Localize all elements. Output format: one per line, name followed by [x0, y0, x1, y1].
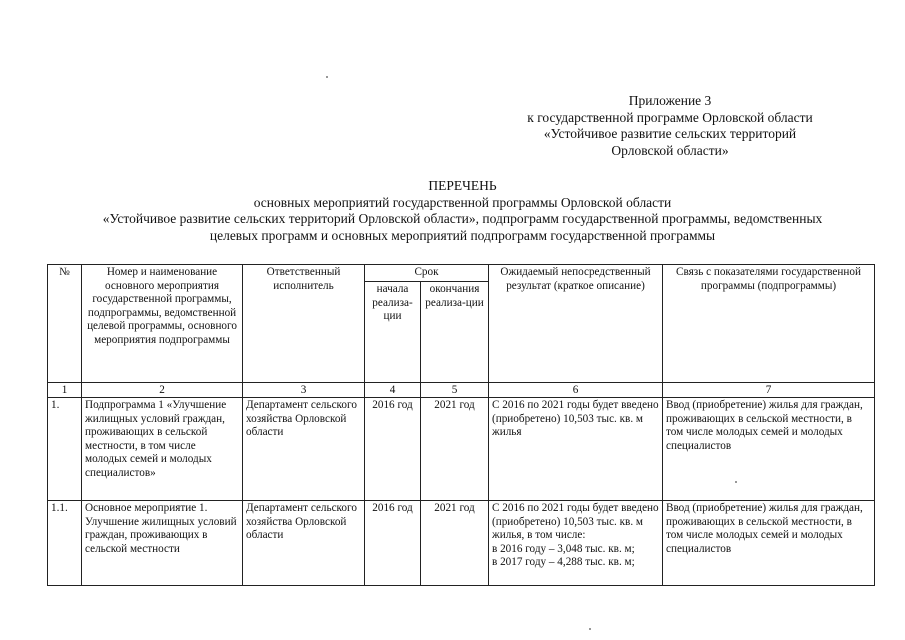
- header-end: окончания реализа-ции: [421, 282, 489, 383]
- header-result: Ожидаемый непосредственный результат (краткое описание): [489, 265, 663, 383]
- heading-line: «Устойчивое развитие сельских территорий Орловской области», подпрограмм государственной программы, ведомственных: [102, 211, 823, 226]
- column-number: 2: [82, 383, 243, 398]
- row-name: Основное мероприятие 1. Улучшение жилищных условий граждан, проживающих в сельской местности: [82, 501, 243, 586]
- table-header-row: [48, 265, 875, 282]
- appendix-line: Орловской области»: [611, 142, 729, 158]
- row-name: Подпрограмма 1 «Улучшение жилищных условий граждан, проживающих в сельской местности, в том числе молодых семей и молодых специалистов»: [82, 398, 243, 501]
- row-result-cell: [489, 501, 663, 586]
- row-executor: Департамент сельского хозяйства Орловской области: [243, 501, 365, 586]
- document-title: ПЕРЕЧЕНЬ: [428, 178, 497, 193]
- header-no: №: [48, 265, 82, 383]
- column-number-row: [48, 383, 875, 398]
- appendix-line: «Устойчивое развитие сельских территорий: [543, 126, 797, 141]
- row-result: С 2016 по 2021 годы будет введено (приобретено) 10,503 тыс. кв. м жилья: [489, 398, 663, 501]
- appendix-block: [480, 93, 860, 159]
- column-number: 4: [365, 383, 421, 398]
- table-row: [48, 501, 875, 586]
- appendix-line: к государственной программе Орловской области: [527, 109, 813, 125]
- row-link: Ввод (приобретение) жилья для граждан, проживающих в сельской местности, в том числе молодых семей и молодых специалистов: [663, 398, 875, 501]
- row-end: 2021 год: [421, 398, 489, 501]
- row-no: 1.: [48, 398, 82, 501]
- column-number: 7: [663, 383, 875, 398]
- row-executor: Департамент сельского хозяйства Орловской области: [243, 398, 365, 501]
- row-start: 2016 год: [365, 501, 421, 586]
- row-end: 2021 год: [421, 501, 489, 586]
- row-link: Ввод (приобретение) жилья для граждан, проживающих в сельской местности, в том числе молодых семей и молодых специалистов: [663, 501, 875, 586]
- table-row: [48, 398, 875, 501]
- row-result: С 2016 по 2021 годы будет введено (приобретено) 10,503 тыс. кв. м жилья, в том числе:: [492, 502, 659, 542]
- header-executor: Ответственный исполнитель: [243, 265, 365, 383]
- row-no: 1.1.: [48, 501, 82, 586]
- row-result-line: в 2017 году – 4,288 тыс. кв. м;: [492, 556, 635, 569]
- scan-speck: [326, 76, 328, 78]
- scan-speck: [735, 481, 737, 483]
- column-number: 5: [421, 383, 489, 398]
- header-link: Связь с показателями государственной программы (подпрограммы): [663, 265, 875, 383]
- document-heading: [40, 178, 885, 244]
- column-number: 1: [48, 383, 82, 398]
- scan-speck: [589, 628, 591, 630]
- activities-table: [47, 264, 875, 586]
- header-term: Срок: [365, 265, 489, 282]
- row-result-line: в 2016 году – 3,048 тыс. кв. м;: [492, 542, 635, 555]
- column-number: 6: [489, 383, 663, 398]
- heading-line: целевых программ и основных мероприятий подпрограмм государственной программы: [209, 227, 716, 243]
- appendix-number: Приложение 3: [628, 93, 712, 108]
- heading-line: основных мероприятий государственной программы Орловской области: [253, 194, 672, 210]
- column-number: 3: [243, 383, 365, 398]
- header-start: начала реализа-ции: [365, 282, 421, 383]
- row-start: 2016 год: [365, 398, 421, 501]
- header-name: Номер и наименование основного мероприятия государственной программы, подпрограммы, ведомственной целевой программы, основного мероприятия подпрограммы: [82, 265, 243, 383]
